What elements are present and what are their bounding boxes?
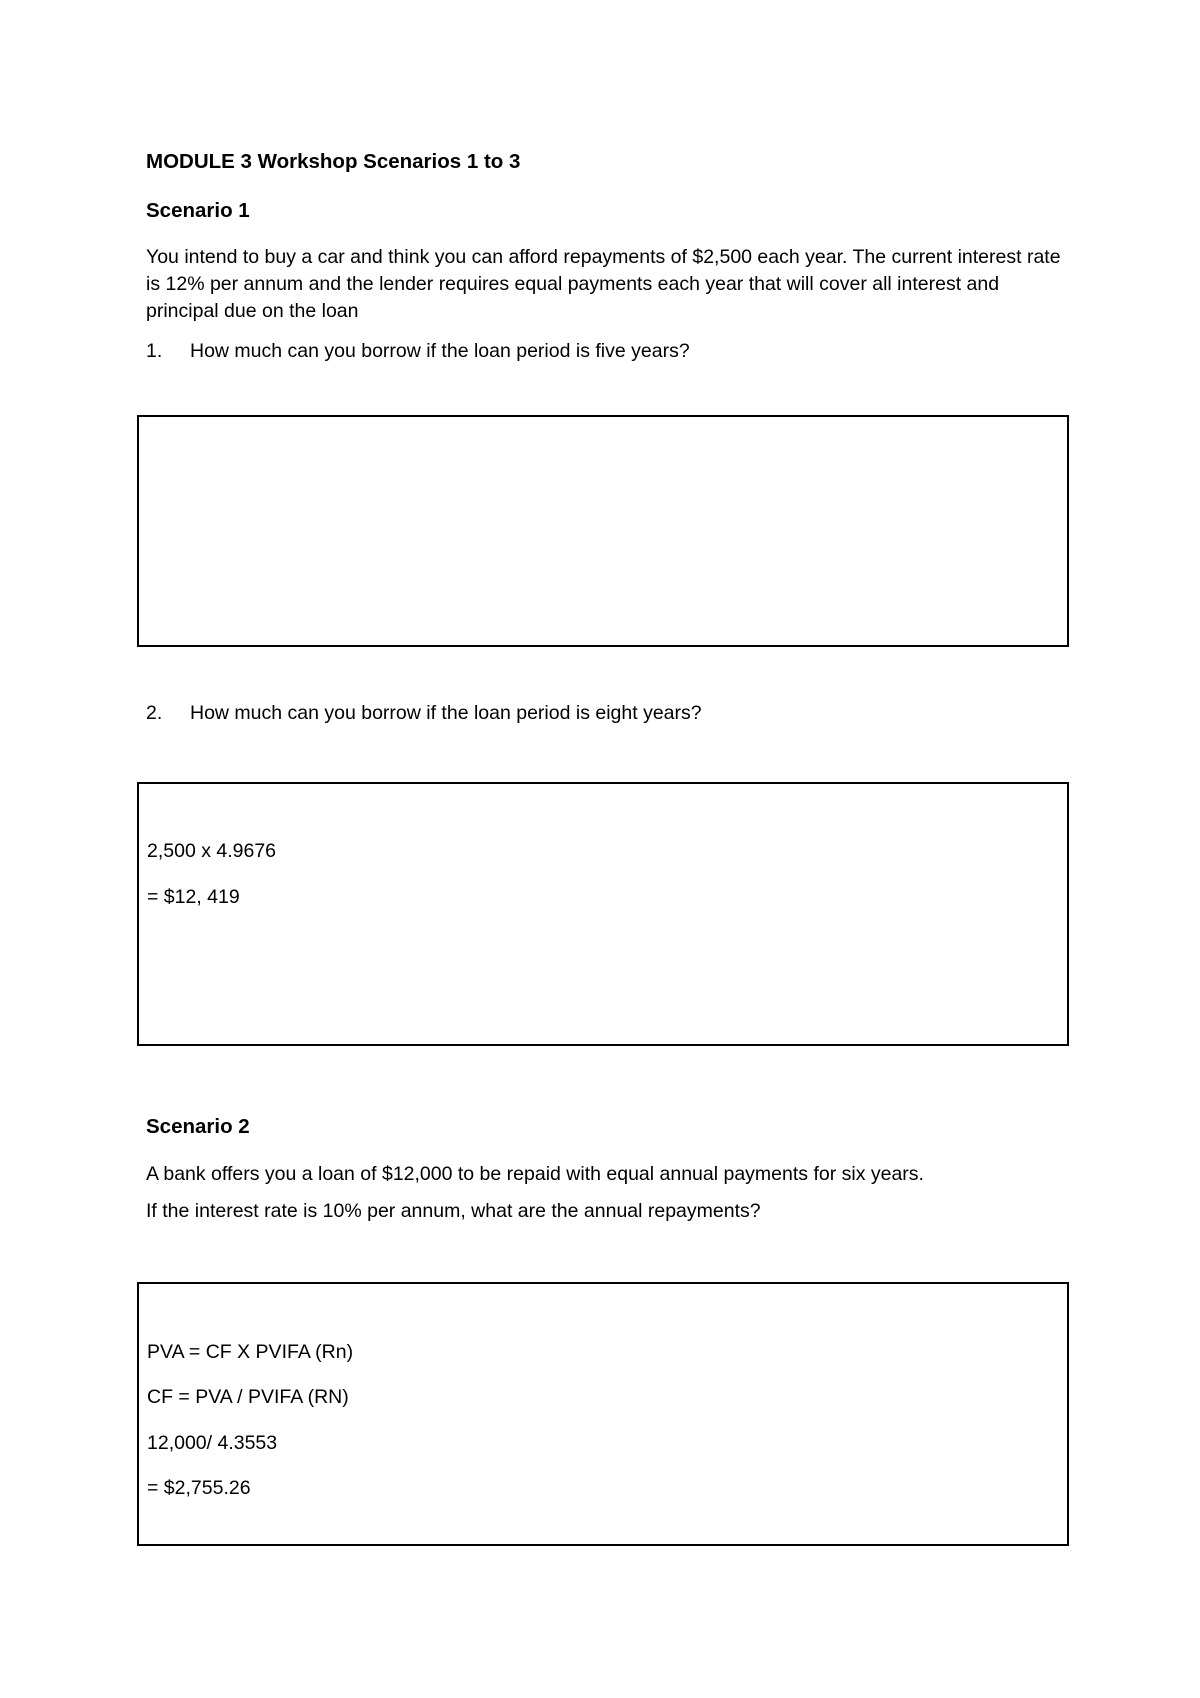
scenario-2-heading: Scenario 2 xyxy=(146,1115,250,1138)
question-2-text: How much can you borrow if the loan period is eight years? xyxy=(190,702,702,724)
question-2-number: 2. xyxy=(146,702,163,724)
answer-3-line-2: CF = PVA / PVIFA (RN) xyxy=(147,1386,349,1408)
scenario-1-heading: Scenario 1 xyxy=(146,199,250,222)
scenario-2-line-2: If the interest rate is 10% per annum, what are the annual repayments? xyxy=(146,1200,761,1222)
scenario-2-line-1: A bank offers you a loan of $12,000 to be repaid with equal annual payments for six years. xyxy=(146,1163,924,1185)
document-title: MODULE 3 Workshop Scenarios 1 to 3 xyxy=(146,150,521,173)
question-1-number: 1. xyxy=(146,340,163,362)
question-1-text: How much can you borrow if the loan period is five years? xyxy=(190,340,690,362)
answer-box-1[interactable] xyxy=(137,415,1069,647)
answer-box-2[interactable] xyxy=(137,782,1069,1046)
answer-2-line-2: = $12, 419 xyxy=(147,886,240,908)
scenario-1-description: You intend to buy a car and think you can afford repayments of $2,500 each year. The current interest rate is 12% per annum and the lender requires equal payments each year that will cover all interest and principal due on the loan xyxy=(146,246,1061,322)
answer-3-line-1: PVA = CF X PVIFA (Rn) xyxy=(147,1341,354,1363)
answer-3-line-4: = $2,755.26 xyxy=(147,1477,251,1499)
answer-3-line-3: 12,000/ 4.3553 xyxy=(147,1432,278,1454)
answer-box-3[interactable] xyxy=(137,1282,1069,1546)
answer-2-line-1: 2,500 x 4.9676 xyxy=(147,840,277,862)
